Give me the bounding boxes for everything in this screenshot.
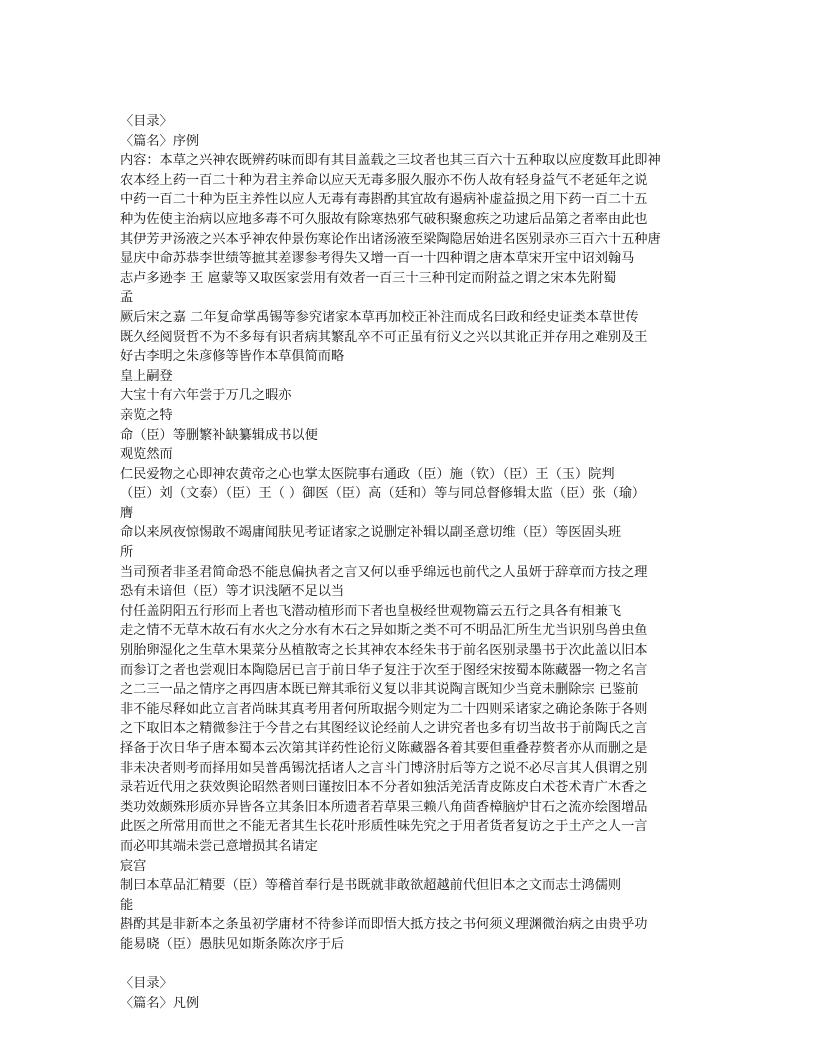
text-line: 其伊芳尹汤液之兴本乎神农仲景伤寒论作出诸汤液至梁陶隐居始进名医别录亦三百六十五种唐 <box>120 231 661 247</box>
text-line: 亲览之特 <box>120 407 173 423</box>
text-line: 此医之所常用而世之不能无者其生长花叶形质性味先究之于用者货者复访之于土产之人一言 <box>120 819 648 835</box>
text-line: 既久经阅贤哲不为不多每有识者病其繁乱卒不可正虽有衍义之兴以其讹正并存用之难别及王 <box>120 329 648 345</box>
text-line: 种为佐使主治病以应地多毒不可久服故有除寒热邪气破积聚愈疾之功逮后品第之者率由此也 <box>120 211 648 227</box>
text-line: 之下取旧本之精微参注于今昔之右其图经议论经前人之讲究者也多有切当故书于前陶氏之言 <box>120 721 648 737</box>
text-line: 内容：本草之兴神农既辨药味而即有其目盖载之三坟者也其三百六十五种取以应度数耳此即神 <box>120 153 661 169</box>
text-line: 观览然而 <box>120 447 173 463</box>
text-line: 当司预者非圣君简命恐不能息偏执者之言又何以垂乎绵远也前代之人虽妍于辞章而方技之理 <box>120 564 648 580</box>
text-line: 别胎卵湿化之生草木果菜分丛植散寄之长其神农本经朱书于前名医别录墨书于次此盖以旧本 <box>120 643 648 659</box>
text-line: 皇上嗣登 <box>120 368 173 384</box>
text-line: 孟 <box>120 290 134 306</box>
text-line: 仁民爱物之心即神农黄帝之心也掌太医院事右通政（臣）施（钦）（臣）王（玉）院判 <box>120 466 615 482</box>
text-line: 类功效颇殊形质亦异皆各立其条旧本所遗者若草果三赖八角茴香樟脑炉甘石之流亦绘图增品 <box>120 799 648 815</box>
document-section <box>120 974 700 1013</box>
chapter-title: 〈篇名〉序例 <box>120 133 200 149</box>
text-line: 命以来夙夜惊惕敢不竭庸闻肤见考证诸家之说删定补辑以副圣意切维（臣）等医固头班 <box>120 525 622 541</box>
text-line: 非不能尽释如此立言者尚昧其真考用者何所取据今则定为二十四则采诸家之确论条陈于各则 <box>120 701 648 717</box>
text-line: 之二三一品之情序之再四唐本既已辩其乖衍义复以非其说陶言既知少当竟未删除宗 已鉴前 <box>120 682 639 698</box>
text-line: 斟酌其是非新本之条虽初学庸材不待参详而即悟大抵方技之书何须义理渊微治病之由贵乎功 <box>120 917 648 933</box>
text-line: 付任盖阴阳五行形而上者也飞潜动植形而下者也皇极经世观物篇云五行之具各有相兼飞 <box>120 603 622 619</box>
text-line: 能易晓（臣）愚肤见如斯条陈次序于后 <box>120 936 345 952</box>
text-line: 好古李明之朱彦修等皆作本草俱简而略 <box>120 349 345 365</box>
document-section <box>120 112 700 955</box>
document-page <box>120 112 700 1013</box>
text-line: 恐有未谙但（臣）等才识浅陋不足以当 <box>120 584 345 600</box>
table-of-contents-heading: 〈目录〉 <box>120 976 173 992</box>
chapter-title: 〈篇名〉凡例 <box>120 995 200 1011</box>
text-line: 能 <box>120 897 134 913</box>
text-line: 而参订之者也尝观旧本陶隐居已言于前日华子复注于次至于图经宋按蜀本陈藏器一物之名言 <box>120 662 648 678</box>
text-line: 膺 <box>120 505 134 521</box>
text-line: 厥后宋之嘉 二年复命掌禹锡等参究诸家本草再加校正补注而成名曰政和经史证类本草世传 <box>120 309 639 325</box>
text-line: 农本经上药一百二十种为君主养命以应天无毒多服久服亦不伤人故有轻身益气不老延年之说 <box>120 172 648 188</box>
section-spacer <box>120 955 700 975</box>
text-line: 显庆中命苏恭李世绩等摭其差谬参考得失又增一百一十四种谓之唐本草宋开宝中诏刘翰马 <box>120 251 635 267</box>
text-line: 非未决者则考而择用如吴普禹锡沈括诸人之言斗门博济肘后等方之说不必尽言其人俱谓之别 <box>120 760 648 776</box>
text-line: 所 <box>120 545 134 561</box>
text-line: （臣）刘（文泰）（臣）王（ ）御医（臣）高（廷和）等与同总督修辑太监（臣）张（瑜） <box>120 486 646 502</box>
text-line: 录若近代用之获效舆论昭然者则曰谨按旧本不分者如独活羌活青皮陈皮白术苍术青广木香之 <box>120 780 648 796</box>
text-line: 择备于次日华子唐本蜀本云次第其详药性论衍义陈藏器各着其要但重叠荐赘者亦从而删之是 <box>120 741 648 756</box>
text-line: 志卢多逊李 王 扈蒙等又取医家尝用有效者一百三十三种刊定而附益之谓之宋本先附蜀 <box>120 270 617 286</box>
text-line: 宸宫 <box>120 858 147 874</box>
table-of-contents-heading: 〈目录〉 <box>120 114 173 129</box>
text-line: 制曰本草品汇精要（臣）等稽首奉行是书既就非敢欲超越前代但旧本之文而志士鸿儒则 <box>120 878 622 894</box>
text-line: 走之情不无草木故石有水火之分水有木石之异如斯之类不可不明品汇所生尤当识别鸟兽虫鱼 <box>120 623 648 639</box>
text-line: 大宝十有六年尝于万几之暇亦 <box>120 388 292 404</box>
text-line: 中药一百二十种为臣主养性以应人无毒有毒斟酌其宜故有遏病补虚益损之用下药一百二十五 <box>120 192 648 208</box>
text-line: 命（臣）等删繁补缺纂辑成书以便 <box>120 427 318 443</box>
text-line: 而必叩其端未尝己意增损其名请定 <box>120 838 318 854</box>
